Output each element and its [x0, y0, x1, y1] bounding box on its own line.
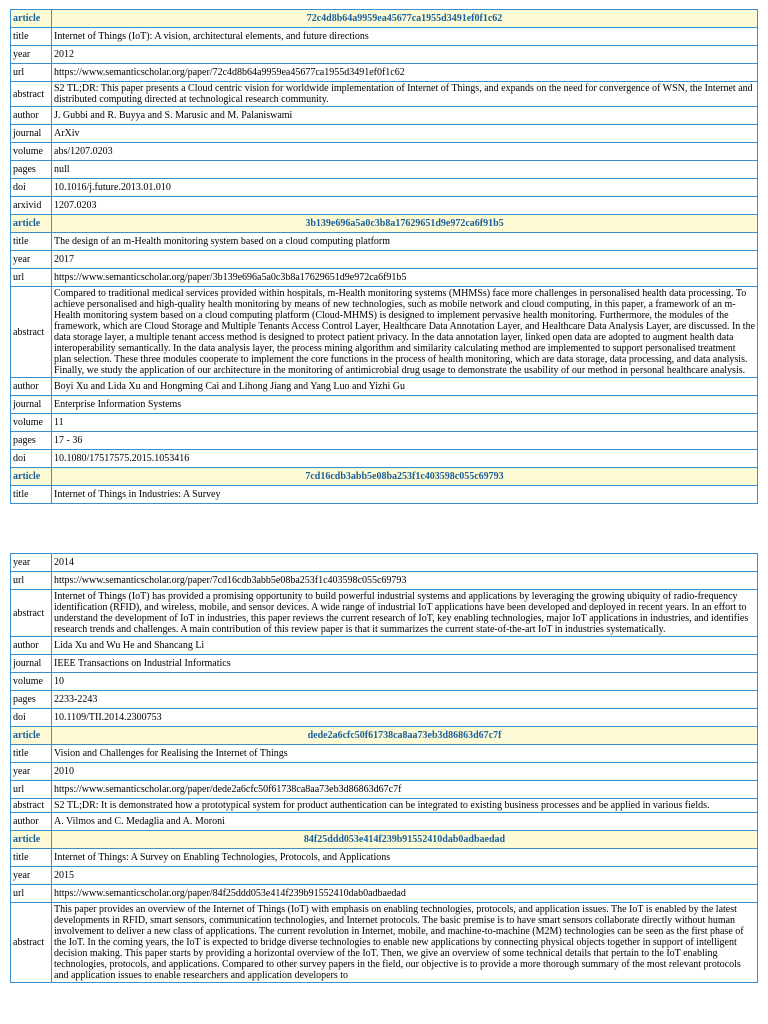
field-key: abstract: [11, 903, 52, 983]
field-key: pages: [11, 691, 52, 709]
field-row-title: [11, 233, 758, 251]
field-row-doi: [11, 179, 758, 197]
field-key: volume: [11, 673, 52, 691]
field-key: abstract: [11, 799, 52, 813]
field-value-author: A. Vilmos and C. Medaglia and A. Moroni: [52, 813, 758, 831]
field-value-url: https://www.semanticscholar.org/paper/dede2a6cfc50f61738ca8aa73eb3d86863d67c7f: [52, 781, 758, 799]
field-row-volume: [11, 143, 758, 161]
field-row-abstract: [11, 287, 758, 378]
field-key: url: [11, 269, 52, 287]
field-row-url: [11, 64, 758, 82]
field-row-year: [11, 251, 758, 269]
field-row-author: [11, 107, 758, 125]
field-key: author: [11, 637, 52, 655]
field-value-author: J. Gubbi and R. Buyya and S. Marusic and M. Palaniswami: [52, 107, 758, 125]
field-key: journal: [11, 125, 52, 143]
field-value-pages: 2233-2243: [52, 691, 758, 709]
field-value-url: https://www.semanticscholar.org/paper/7cd16cdb3abb5e08ba253f1c403598c055c69793: [52, 572, 758, 590]
field-row-year: [11, 867, 758, 885]
record-type-label: article: [11, 727, 52, 745]
field-row-author: [11, 378, 758, 396]
record-id: dede2a6cfc50f61738ca8aa73eb3d86863d67c7f: [52, 727, 758, 745]
record-type-label: article: [11, 831, 52, 849]
field-key: title: [11, 28, 52, 46]
field-key: title: [11, 849, 52, 867]
field-row-volume: [11, 673, 758, 691]
field-row-author: [11, 813, 758, 831]
field-value-year: 2012: [52, 46, 758, 64]
record-type-label: article: [11, 10, 52, 28]
field-value-title: The design of an m-Health monitoring system based on a cloud computing platform: [52, 233, 758, 251]
field-value-pages: null: [52, 161, 758, 179]
field-key: year: [11, 46, 52, 64]
field-value-doi: 10.1080/17517575.2015.1053416: [52, 450, 758, 468]
field-value-doi: 10.1109/TII.2014.2300753: [52, 709, 758, 727]
field-key: author: [11, 107, 52, 125]
field-value-author: Boyi Xu and Lida Xu and Hongming Cai and Lihong Jiang and Yang Luo and Yizhi Gu: [52, 378, 758, 396]
field-key: year: [11, 251, 52, 269]
field-row-title: [11, 28, 758, 46]
field-key: year: [11, 867, 52, 885]
field-key: journal: [11, 396, 52, 414]
field-key: doi: [11, 709, 52, 727]
field-row-volume: [11, 414, 758, 432]
field-value-abstract: Compared to traditional medical services provided within hospitals, m-Health monitoring systems (MHMSs) face more challenges in personalised health data processing. To achieve personalised and high-quality health monitoring by means of new technologies, such as mobile network and cloud computing, in this paper, a framework of an m-Health monitoring system based on a cloud computing platform (Cloud-MHMS) is designed to implement pervasive health monitoring. Furthermore, the modules of the framework, which are Cloud Storage and Multiple Tenants Access Control Layer, Healthcare Data Annotation Layer, and Healthcare Data Analysis Layer, are discussed. In the data storage layer, a multiple tenant access method is designed to protect patient privacy. In the data annotation layer, linked open data are adopted to augment health data interoperability semantically. In the data analysis layer, the process mining algorithm and similarity calculating method are implemented to support personalised treatment plan selection. These three modules cooperate to implement the core functions in the process of health monitoring, which are data storage, data processing, and data analysis. Finally, we study the application of our architecture in the monitoring of antimicrobial drug usage to demonstrate the usability of our method in personal healthcare analysis.: [52, 287, 758, 378]
field-value-journal: ArXiv: [52, 125, 758, 143]
field-row-arxivid: [11, 197, 758, 215]
record-id: 84f25ddd053e414f239b91552410dab0adbaedad: [52, 831, 758, 849]
field-value-author: Lida Xu and Wu He and Shancang Li: [52, 637, 758, 655]
field-value-abstract: This paper provides an overview of the Internet of Things (IoT) with emphasis on enabling technologies, protocols, and application issues. The IoT is enabled by the latest developments in RFID, smart sensors, communication technologies, and Internet protocols. The basic premise is to have smart sensors collaborate directly without human involvement to deliver a new class of applications. The current revolution in Internet, mobile, and machine-to-machine (M2M) technologies can be seen as the first phase of the IoT. In the coming years, the IoT is expected to bridge diverse technologies to enable new applications by connecting physical objects together in support of intelligent decision making. This paper starts by providing a horizontal overview of the IoT. Then, we give an overview of some technical details that pertain to the IoT enabling technologies, protocols, and applications. Compared to other survey papers in the field, our objective is to provide a more thorough summary of the most relevant protocols and application issues to enable researchers and application developers to: [52, 903, 758, 983]
record-id: 3b139e696a5a0c3b8a17629651d9e972ca6f91b5: [52, 215, 758, 233]
field-key: volume: [11, 414, 52, 432]
field-key: volume: [11, 143, 52, 161]
field-row-journal: [11, 125, 758, 143]
field-row-title: [11, 486, 758, 504]
field-row-journal: [11, 655, 758, 673]
field-row-year: [11, 554, 758, 572]
field-value-pages: 17 - 36: [52, 432, 758, 450]
field-row-journal: [11, 396, 758, 414]
field-row-doi: [11, 450, 758, 468]
field-row-url: [11, 269, 758, 287]
record-header-row: [11, 10, 758, 28]
field-key: url: [11, 64, 52, 82]
bib-table-page-1: [10, 9, 758, 504]
field-key: title: [11, 486, 52, 504]
field-row-year: [11, 46, 758, 64]
field-value-journal: Enterprise Information Systems: [52, 396, 758, 414]
field-row-url: [11, 885, 758, 903]
field-value-volume: abs/1207.0203: [52, 143, 758, 161]
field-key: title: [11, 233, 52, 251]
field-value-year: 2014: [52, 554, 758, 572]
field-row-pages: [11, 161, 758, 179]
field-value-title: Internet of Things in Industries: A Survey: [52, 486, 758, 504]
record-header-row: [11, 215, 758, 233]
field-value-doi: 10.1016/j.future.2013.01.010: [52, 179, 758, 197]
field-key: journal: [11, 655, 52, 673]
field-key: doi: [11, 179, 52, 197]
field-key: author: [11, 813, 52, 831]
field-key: url: [11, 885, 52, 903]
field-value-title: Internet of Things: A Survey on Enabling Technologies, Protocols, and Applications: [52, 849, 758, 867]
field-value-abstract: S2 TL;DR: It is demonstrated how a prototypical system for product authentication can be integrated to existing business processes and be applied in various fields.: [52, 799, 758, 813]
field-key: doi: [11, 450, 52, 468]
field-row-author: [11, 637, 758, 655]
field-key: pages: [11, 432, 52, 450]
field-row-abstract: [11, 82, 758, 107]
record-id: 72c4d8b64a9959ea45677ca1955d3491ef0f1c62: [52, 10, 758, 28]
record-type-label: article: [11, 468, 52, 486]
field-key: abstract: [11, 590, 52, 637]
field-row-pages: [11, 691, 758, 709]
field-row-year: [11, 763, 758, 781]
field-key: abstract: [11, 82, 52, 107]
field-value-year: 2015: [52, 867, 758, 885]
record-header-row: [11, 727, 758, 745]
field-key: pages: [11, 161, 52, 179]
record-id: 7cd16cdb3abb5e08ba253f1c403598c055c69793: [52, 468, 758, 486]
field-value-title: Vision and Challenges for Realising the Internet of Things: [52, 745, 758, 763]
field-key: year: [11, 763, 52, 781]
record-header-row: [11, 831, 758, 849]
field-row-doi: [11, 709, 758, 727]
field-row-abstract: [11, 903, 758, 983]
field-value-title: Internet of Things (IoT): A vision, architectural elements, and future directions: [52, 28, 758, 46]
field-value-url: https://www.semanticscholar.org/paper/72c4d8b64a9959ea45677ca1955d3491ef0f1c62: [52, 64, 758, 82]
bib-table-page-2: [10, 553, 758, 983]
field-value-arxivid: 1207.0203: [52, 197, 758, 215]
field-row-abstract: [11, 799, 758, 813]
field-value-year: 2010: [52, 763, 758, 781]
field-value-abstract: S2 TL;DR: This paper presents a Cloud centric vision for worldwide implementation of Internet of Things, and expands on the need for convergence of WSN, the Internet and distributed computing directed at technological research community.: [52, 82, 758, 107]
field-value-year: 2017: [52, 251, 758, 269]
field-row-url: [11, 572, 758, 590]
field-key: url: [11, 781, 52, 799]
field-value-journal: IEEE Transactions on Industrial Informatics: [52, 655, 758, 673]
field-value-volume: 10: [52, 673, 758, 691]
record-type-label: article: [11, 215, 52, 233]
field-key: abstract: [11, 287, 52, 378]
field-value-volume: 11: [52, 414, 758, 432]
field-value-url: https://www.semanticscholar.org/paper/3b139e696a5a0c3b8a17629651d9e972ca6f91b5: [52, 269, 758, 287]
field-key: arxivid: [11, 197, 52, 215]
field-row-abstract: [11, 590, 758, 637]
field-key: title: [11, 745, 52, 763]
record-header-row: [11, 468, 758, 486]
field-value-abstract: Internet of Things (IoT) has provided a promising opportunity to build powerful industrial systems and applications by leveraging the growing ubiquity of radio-frequency identification (RFID), and wireless, mobile, and sensor devices. A wide range of industrial IoT applications have been developed and deployed in recent years. In an effort to understand the development of IoT in industries, this paper reviews the current research of IoT, key enabling technologies, major IoT applications in industries, and identifies research trends and challenges. A main contribution of this review paper is that it summarizes the current state-of-the-art IoT in industries systematically.: [52, 590, 758, 637]
field-row-pages: [11, 432, 758, 450]
field-value-url: https://www.semanticscholar.org/paper/84f25ddd053e414f239b91552410dab0adbaedad: [52, 885, 758, 903]
field-key: url: [11, 572, 52, 590]
field-row-title: [11, 745, 758, 763]
field-row-url: [11, 781, 758, 799]
field-key: author: [11, 378, 52, 396]
field-key: year: [11, 554, 52, 572]
field-row-title: [11, 849, 758, 867]
